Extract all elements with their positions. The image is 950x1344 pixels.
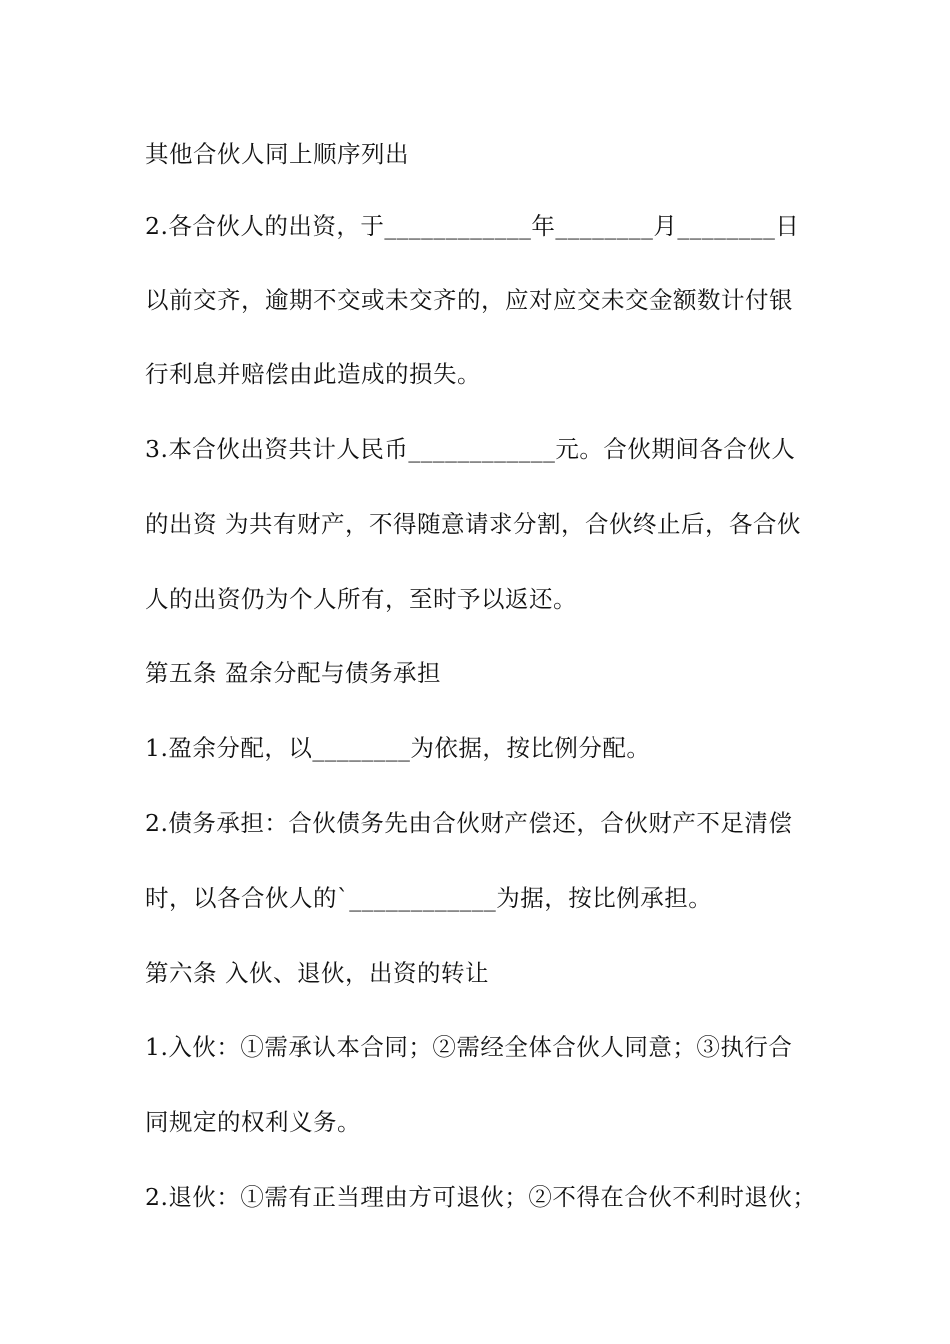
text-line: 人的出资仍为个人所有，至时予以返还。 bbox=[145, 585, 577, 613]
text-line: 3.本合伙出资共计人民币____________元。合伙期间各合伙人 bbox=[145, 435, 796, 463]
text-line: 同规定的权利义务。 bbox=[145, 1108, 361, 1136]
text-line: 2.债务承担：合伙债务先由合伙财产偿还，合伙财产不足清偿 bbox=[145, 809, 793, 837]
section-heading: 第六条 入伙、退伙，出资的转让 bbox=[145, 959, 489, 987]
text-line: 时，以各合伙人的`____________为据，按比例承担。 bbox=[145, 884, 713, 912]
text-line: 2.退伙：①需有正当理由方可退伙；②不得在合伙不利时退伙； bbox=[145, 1183, 817, 1211]
text-line: 的出资 为共有财产，不得随意请求分割，合伙终止后，各合伙 bbox=[145, 510, 801, 538]
text-line: 行利息并赔偿由此造成的损失。 bbox=[145, 360, 481, 388]
text-line: 以前交齐，逾期不交或未交齐的，应对应交未交金额数计付银 bbox=[145, 286, 793, 314]
text-line: 2.各合伙人的出资，于____________年________月________日 bbox=[145, 212, 800, 240]
section-heading: 第五条 盈余分配与债务承担 bbox=[145, 659, 441, 687]
text-line: 1.盈余分配，以________为依据，按比例分配。 bbox=[145, 734, 651, 762]
text-line: 其他合伙人同上顺序列出 bbox=[145, 140, 409, 168]
text-line: 1.入伙：①需承认本合同；②需经全体合伙人同意；③执行合 bbox=[145, 1033, 793, 1061]
